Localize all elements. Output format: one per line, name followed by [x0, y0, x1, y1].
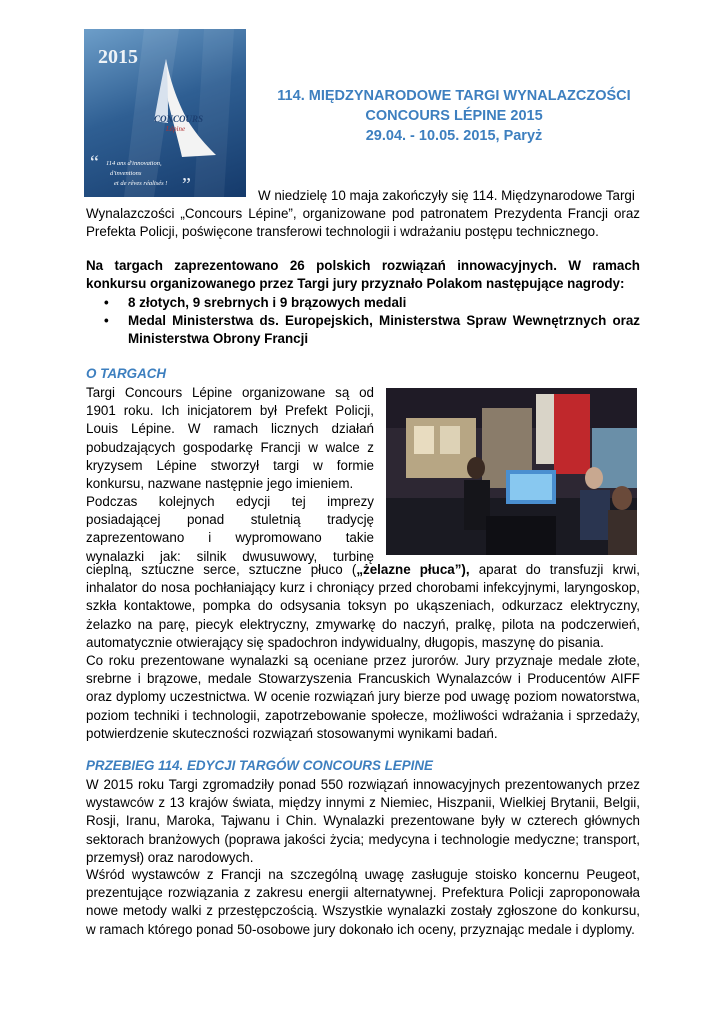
- section-heading-edition: PRZEBIEG 114. EDYCJI TARGÓW CONCOURS LEPINE: [86, 758, 433, 773]
- about-paragraph-2-start: Podczas kolejnych edycji tej imprezy posiadającej ponad stuletnią tradycję zaprezentowano i wypromowano takie wynalazki jak: silnik dwusuwowy, turbinę: [86, 494, 374, 564]
- iron-lung-emphasis: „żelazne płuca”),: [356, 562, 470, 577]
- concours-lepine-poster: [84, 29, 246, 197]
- about-paragraph-1: Targi Concours Lépine organizowane są od 1901 roku. Ich inicjatorem był Prefekt Policji, Louis Lépine. W ramach licznych działań pobudzających gospodarkę Francji w walce z kryzysem Lépine stworzył targi w formie konkursu, nazwane następnie jego imieniem.: [86, 385, 374, 492]
- section-heading-about: O TARGACH: [86, 366, 167, 381]
- event-title: 114. MIĘDZYNARODOWE TARGI WYNALAZCZOŚCI: [277, 88, 631, 104]
- poster-quote-line-3: et de rêves réalisés !: [114, 180, 168, 187]
- about-paragraph-3: Co roku prezentowane wynalazki są oceniane przez jurorów. Jury przyznaje medale złote, srebrne i brązowe, medale Stowarzyszenia Francuskich Wynalazców i Producentów AIFF oraz dyplomy uczestnictwa. W ocenie rozwiązań jury bierze pod uwagę poziom nowatorstwa, poziom techniki i technologii, zapotrzebowanie społecze, możliwości wdrażania i sprzedaży, potwierdzenie skuteczności rozwiązań stosowanymi wynikami badań.: [86, 653, 640, 741]
- edition-paragraph-1: W 2015 roku Targi zgromadziły ponad 550 rozwiązań innowacyjnych prezentowanych przez wystawców z 13 krajów świata, między innymi z Niemiec, Hiszpanii, Wielkiej Brytanii, Belgii, Rosji, Iranu, Maroka, Tajwanu i Chin. Wynalazki prezentowane były w czterech głównych sektorach branżowych (poprawa jakości życia; medycyna i technologie medyczne; transport, przemysł) oraz narodowych.: [86, 777, 640, 865]
- exhibition-stand-photo: [386, 388, 637, 555]
- poster-brand-line1: CONCOURS: [154, 114, 204, 124]
- intro-first-line: W niedzielę 10 maja zakończyły się 114. Międzynarodowe Targi: [258, 188, 635, 203]
- event-dates: 29.04. - 10.05. 2015, Paryż: [365, 128, 543, 144]
- event-title-block: [254, 86, 654, 146]
- awards-list-item: • 8 złotych, 9 srebrnych i 9 brązowych medali: [86, 294, 640, 312]
- about-paragraph-2-text-a: cieplną, sztuczne serce, sztuczne płuco (: [86, 562, 357, 577]
- edition-paragraph-2: Wśród wystawców z Francji na szczególną uwagę zasługuje stoisko koncernu Peugeot, prezentujące rozwiązania z zakresu energii alternatywnej. Prefektura Policji zaproponowała nowe metody walki z przestępczością. Wszystkie wynalazki zostały zgłoszone do konkursu, w ramach którego ponad 50-osobowe jury dokonało ich oceny, przyznając medale i dyplomy.: [86, 867, 640, 937]
- intro-paragraph: Wynalazczości „Concours Lépine”, organizowane pod patronatem Prezydenta Francji oraz Prefekta Policji, poświęcone transferowi technologii i wdrażaniu postępu technicznego.: [86, 206, 640, 240]
- quote-open-icon: “: [90, 152, 99, 174]
- poster-quote-line-2: d'inventions: [110, 170, 142, 177]
- awards-lead: Na targach zaprezentowano 26 polskich rozwiązań innowacyjnych. W ramach konkursu organizowanego przez Targi jury przyznało Polakom następujące nagrody:: [86, 258, 640, 292]
- quote-close-icon: ”: [182, 174, 191, 196]
- about-paragraph-2-text-b: aparat do transfuzji krwi, inhalator do nosa pochłaniający kurz i chroniący przed chorobami infekcyjnymi, laryngoskop, szkła kontaktowe, pompka do odsysania toksyn po ukąszeniach, odkurzacz elektryczny, żelazko na parę, piecyk elektryczny, zmywarkę do naczyń, pralkę, pilota na podczerwień, automatycznie otwierający się spadochron indywidualny, długopis, maszynę do pisania.: [86, 562, 640, 650]
- awards-list-item: • Medal Ministerstwa ds. Europejskich, Ministerstwa Spraw Wewnętrznych oraz Ministerstwa Obrony Francji: [86, 312, 640, 348]
- awards-list: [86, 294, 640, 349]
- event-subtitle: CONCOURS LÉPINE 2015: [365, 108, 543, 124]
- poster-brand-line2: Lépine: [166, 125, 186, 133]
- poster-artwork: [84, 29, 246, 197]
- poster-quote-line-1: 114 ans d'innovation,: [106, 160, 162, 167]
- about-paragraph-2-continued: [86, 561, 640, 652]
- poster-year: 2015: [98, 46, 138, 68]
- exhibition-photo-illustration: [386, 388, 637, 555]
